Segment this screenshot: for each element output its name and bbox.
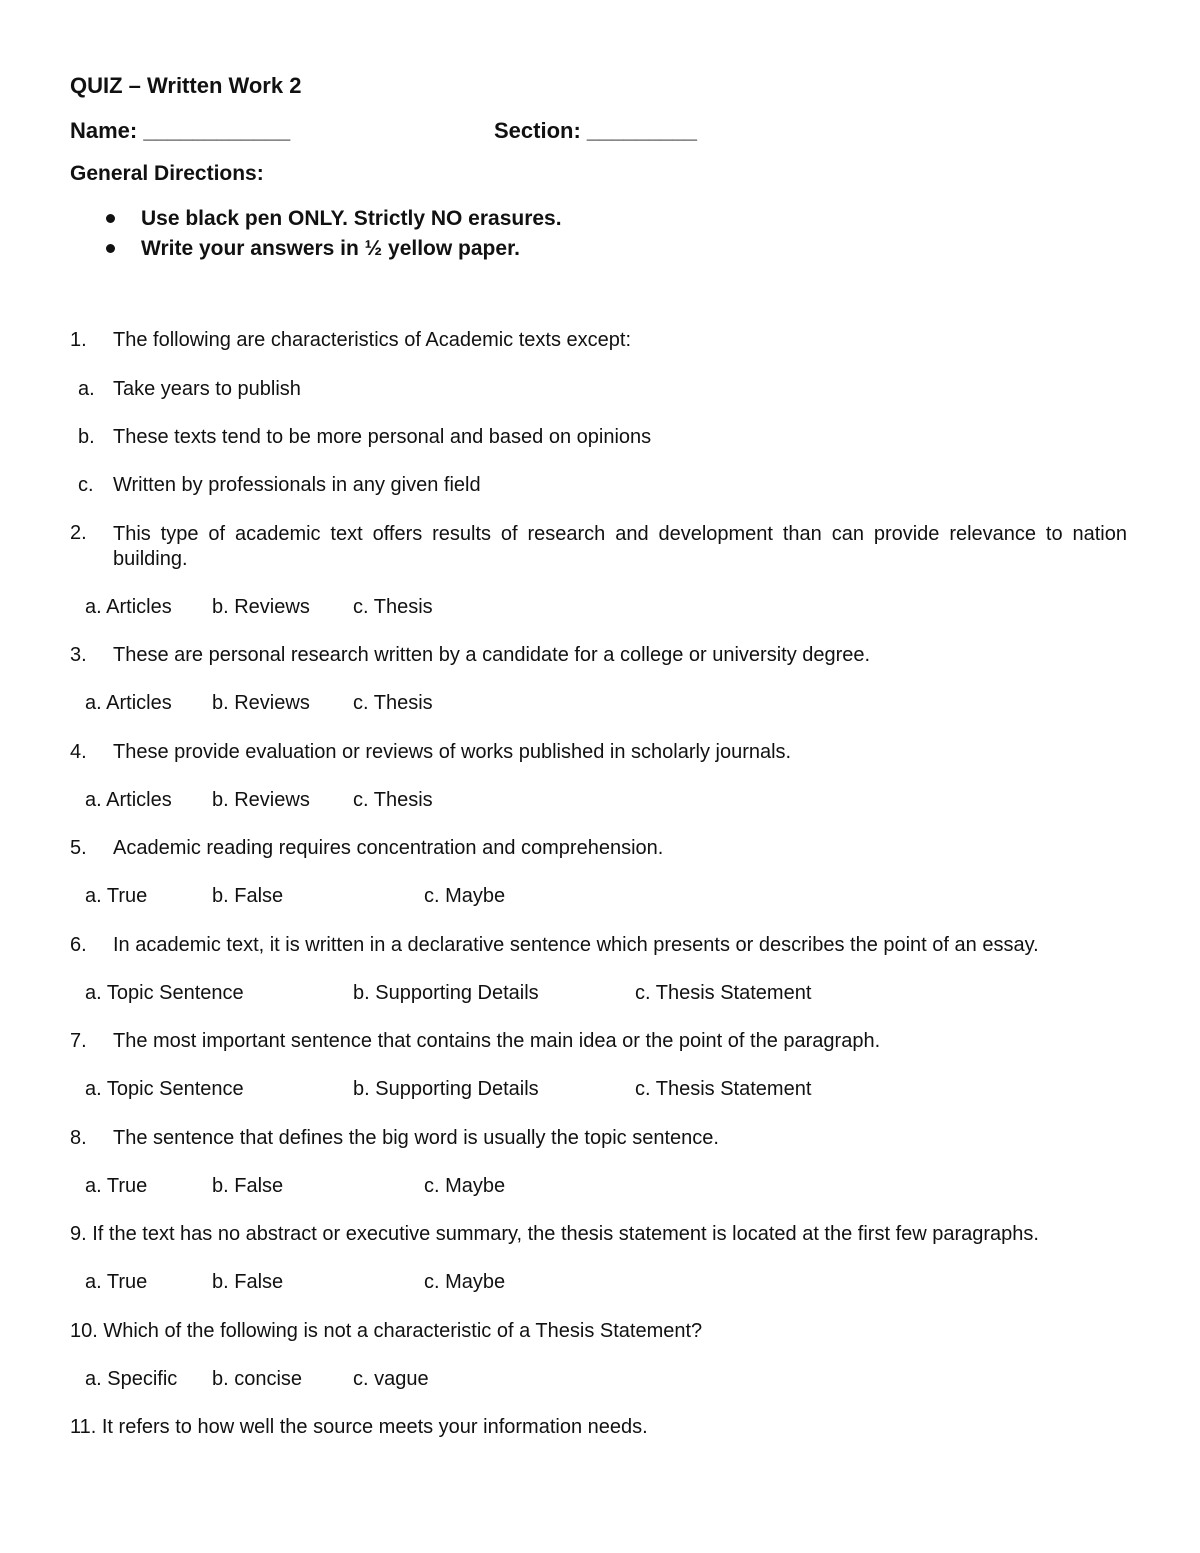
question-text: These provide evaluation or reviews of works published in scholarly journals. [113,741,792,763]
option: b. Reviews [212,789,310,811]
option: c. Thesis Statement [635,1078,812,1100]
question-number: 6. [70,934,87,956]
question-number: 7. [70,1030,87,1052]
question-number: 4. [70,741,87,763]
option: b. Supporting Details [353,982,539,1004]
option: a. Articles [85,596,172,618]
question-number: 3. [70,644,87,666]
bullet-icon [106,244,115,253]
section-field-label: Section: _________ [494,118,698,143]
question-text: These are personal research written by a candidate for a college or university degree. [113,644,871,666]
question-text: 11. It refers to how well the source meets your information needs. [70,1416,648,1438]
question-number: 2. [70,522,87,544]
option-text: Written by professionals in any given field [113,474,481,496]
question-text: The most important sentence that contains the main idea or the point of the paragraph. [113,1030,881,1052]
option: c. Thesis [353,789,433,811]
option: a. Articles [85,789,172,811]
question-text: The sentence that defines the big word is usually the topic sentence. [113,1127,719,1149]
option: b. False [212,885,284,907]
option: b. Reviews [212,692,310,714]
option: b. False [212,1175,284,1197]
option: b. Supporting Details [353,1078,539,1100]
direction-item: Write your answers in ½ yellow paper. [141,237,520,260]
option: b. False [212,1271,284,1293]
option: c. Thesis [353,692,433,714]
option: a. True [85,1175,148,1197]
question-text: The following are characteristics of Academic texts except: [113,329,632,351]
option: a. True [85,1271,148,1293]
question-text: In academic text, it is written in a declarative sentence which presents or describes the point of an essay. [113,934,1039,956]
question-text: Academic reading requires concentration and comprehension. [113,837,664,859]
option: a. Articles [85,692,172,714]
option: b. Reviews [212,596,310,618]
question-text: This type of academic text offers results of research and development than can provide relevance to nation building. [113,523,1127,570]
option: a. Topic Sentence [85,982,244,1004]
general-directions-heading: General Directions: [70,162,264,185]
option: a. Topic Sentence [85,1078,244,1100]
option: c. Maybe [424,885,506,907]
option-text: These texts tend to be more personal and based on opinions [113,426,652,448]
question-number: 1. [70,329,87,351]
direction-item: Use black pen ONLY. Strictly NO erasures. [141,207,562,230]
option: c. vague [353,1368,429,1390]
question-text: 10. Which of the following is not a characteristic of a Thesis Statement? [70,1320,703,1342]
option: b. concise [212,1368,303,1390]
option: c. Maybe [424,1175,506,1197]
option-text: Take years to publish [113,378,301,400]
name-field-label: Name: ____________ [70,118,291,143]
option-letter: c. [78,474,94,496]
question-number: 8. [70,1127,87,1149]
page-title: QUIZ – Written Work 2 [70,73,302,98]
option: c. Thesis Statement [635,982,812,1004]
option: c. Thesis [353,596,433,618]
option-letter: b. [78,426,95,448]
question-number: 5. [70,837,87,859]
option: a. True [85,885,148,907]
question-text: 9. If the text has no abstract or executive summary, the thesis statement is located at the first few paragraphs. [70,1223,1039,1245]
option-letter: a. [78,378,95,400]
option: c. Maybe [424,1271,506,1293]
option: a. Specific [85,1368,178,1390]
bullet-icon [106,214,115,223]
